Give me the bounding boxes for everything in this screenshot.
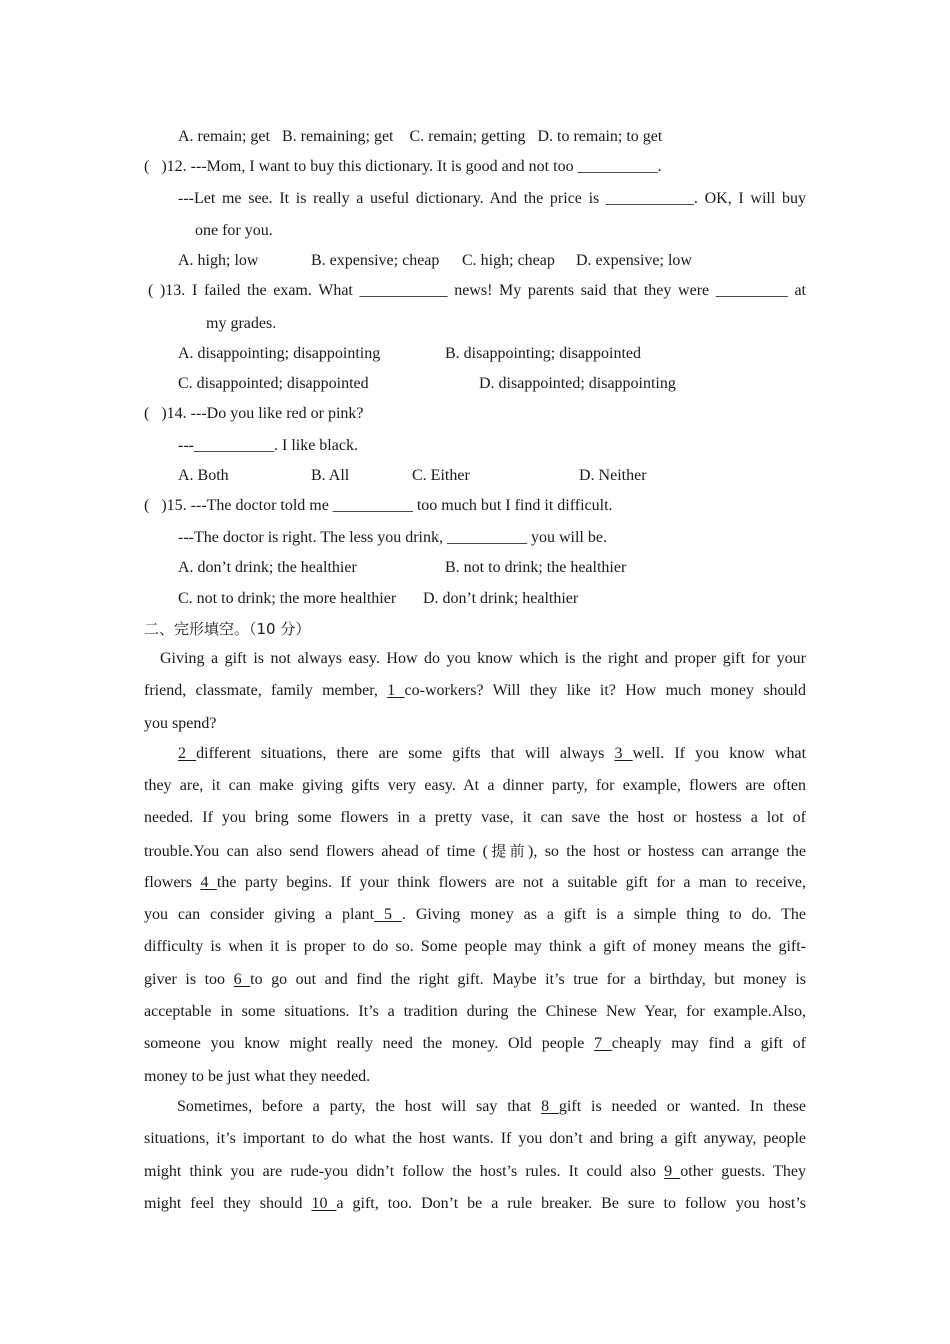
q15-option-a: A. don’t drink; the healthier [178,559,357,576]
passage-line: 2 different situations, there are some gifts that will always 3 well. If you know what [178,745,807,762]
passage-line: acceptable in some situations. It’s a tradition during the Chinese New Year, for example.Also, [144,1003,806,1020]
passage-line: they are, it can make giving gifts very easy. At a dinner party, for example, flowers are often [144,777,806,794]
blank-1: 1 [387,682,405,699]
q12-stem: ( )12. ---Mom, I want to buy this dictionary. It is good and not too __________. [144,158,662,175]
q12-reply-cont: one for you. [195,222,273,239]
blank-6: 6 [233,971,251,988]
q15-option-b: B. not to drink; the healthier [445,559,627,576]
passage-line: you can consider giving a plant 5 . Giving money as a gift is a simple thing to do. The [144,906,807,923]
passage-line: difficulty is when it is proper to do so. Some people may think a gift of money means the gift- [144,938,806,955]
passage-line: might think you are rude-you didn’t follow the host’s rules. It could also 9 other guests. They [144,1163,806,1180]
q12-option-c: C. high; cheap [462,252,555,269]
q15-stem: ( )15. ---The doctor told me __________ too much but I find it difficult. [144,497,613,514]
q13-option-b: B. disappointing; disappointed [445,345,641,362]
passage-line: Sometimes, before a party, the host will say that 8 gift is needed or wanted. In these [177,1098,806,1115]
blank-9: 9 [664,1163,681,1180]
q13-stem-cont: my grades. [206,315,277,332]
blank-5: 5 [374,906,402,923]
q11-options: A. remain; get B. remaining; get C. remain; getting D. to remain; to get [178,128,663,145]
q14-stem: ( )14. ---Do you like red or pink? [144,405,364,422]
q14-option-d: D. Neither [579,467,647,484]
section-heading: 二、完形填空。（10 分） [144,620,311,638]
q15-option-d: D. don’t drink; healthier [423,590,579,607]
q12-reply: ---Let me see. It is really a useful dictionary. And the price is ___________. OK, I will buy [178,190,806,207]
passage-line: friend, classmate, family member, 1 co-workers? Will they like it? How much money should [144,682,806,699]
q13-option-c: C. disappointed; disappointed [178,375,369,392]
passage-line: flowers 4 the party begins. If your think flowers are not a suitable gift for a man to receive, [144,874,807,891]
passage-line: Giving a gift is not always easy. How do you know which is the right and proper gift for your [160,650,806,667]
q13-option-d: D. disappointed; disappointing [479,375,676,392]
q15-reply: ---The doctor is right. The less you drink, __________ you will be. [178,529,607,546]
blank-3: 3 [614,745,633,762]
q12-option-a: A. high; low [178,252,259,269]
blank-4: 4 [200,874,217,891]
passage-line: you spend? [144,715,217,732]
q14-option-b: B. All [311,467,350,484]
q14-option-c: C. Either [412,467,470,484]
q12-option-d: D. expensive; low [576,252,692,269]
passage-line: situations, it’s important to do what the host wants. If you don’t and bring a gift anyway, people [144,1130,806,1147]
q14-option-a: A. Both [178,467,229,484]
passage-line: trouble.You can also send flowers ahead of time (提前), so the host or hostess can arrange the [144,842,806,860]
q13-stem: ( )13. I failed the exam. What ___________ news! My parents said that they were _________ at [148,282,806,299]
passage-line: needed. If you bring some flowers in a pretty vase, it can save the host or hostess a lot of [144,809,806,826]
passage-line: someone you know might really need the money. Old people 7 cheaply may find a gift of [144,1035,807,1052]
blank-7: 7 [594,1035,612,1052]
passage-line: might feel they should 10 a gift, too. Don’t be a rule breaker. Be sure to follow you host’s [144,1195,807,1212]
blank-10: 10 [311,1195,337,1212]
q13-option-a: A. disappointing; disappointing [178,345,381,362]
passage-line: giver is too 6 to go out and find the right gift. Maybe it’s true for a birthday, but money is [144,971,807,988]
blank-8: 8 [541,1098,559,1115]
passage-line: money to be just what they needed. [144,1068,371,1085]
q15-option-c: C. not to drink; the more healthier [178,590,397,607]
blank-2: 2 [178,745,197,762]
q12-option-b: B. expensive; cheap [311,252,440,269]
q14-reply: ---__________. I like black. [178,437,358,454]
